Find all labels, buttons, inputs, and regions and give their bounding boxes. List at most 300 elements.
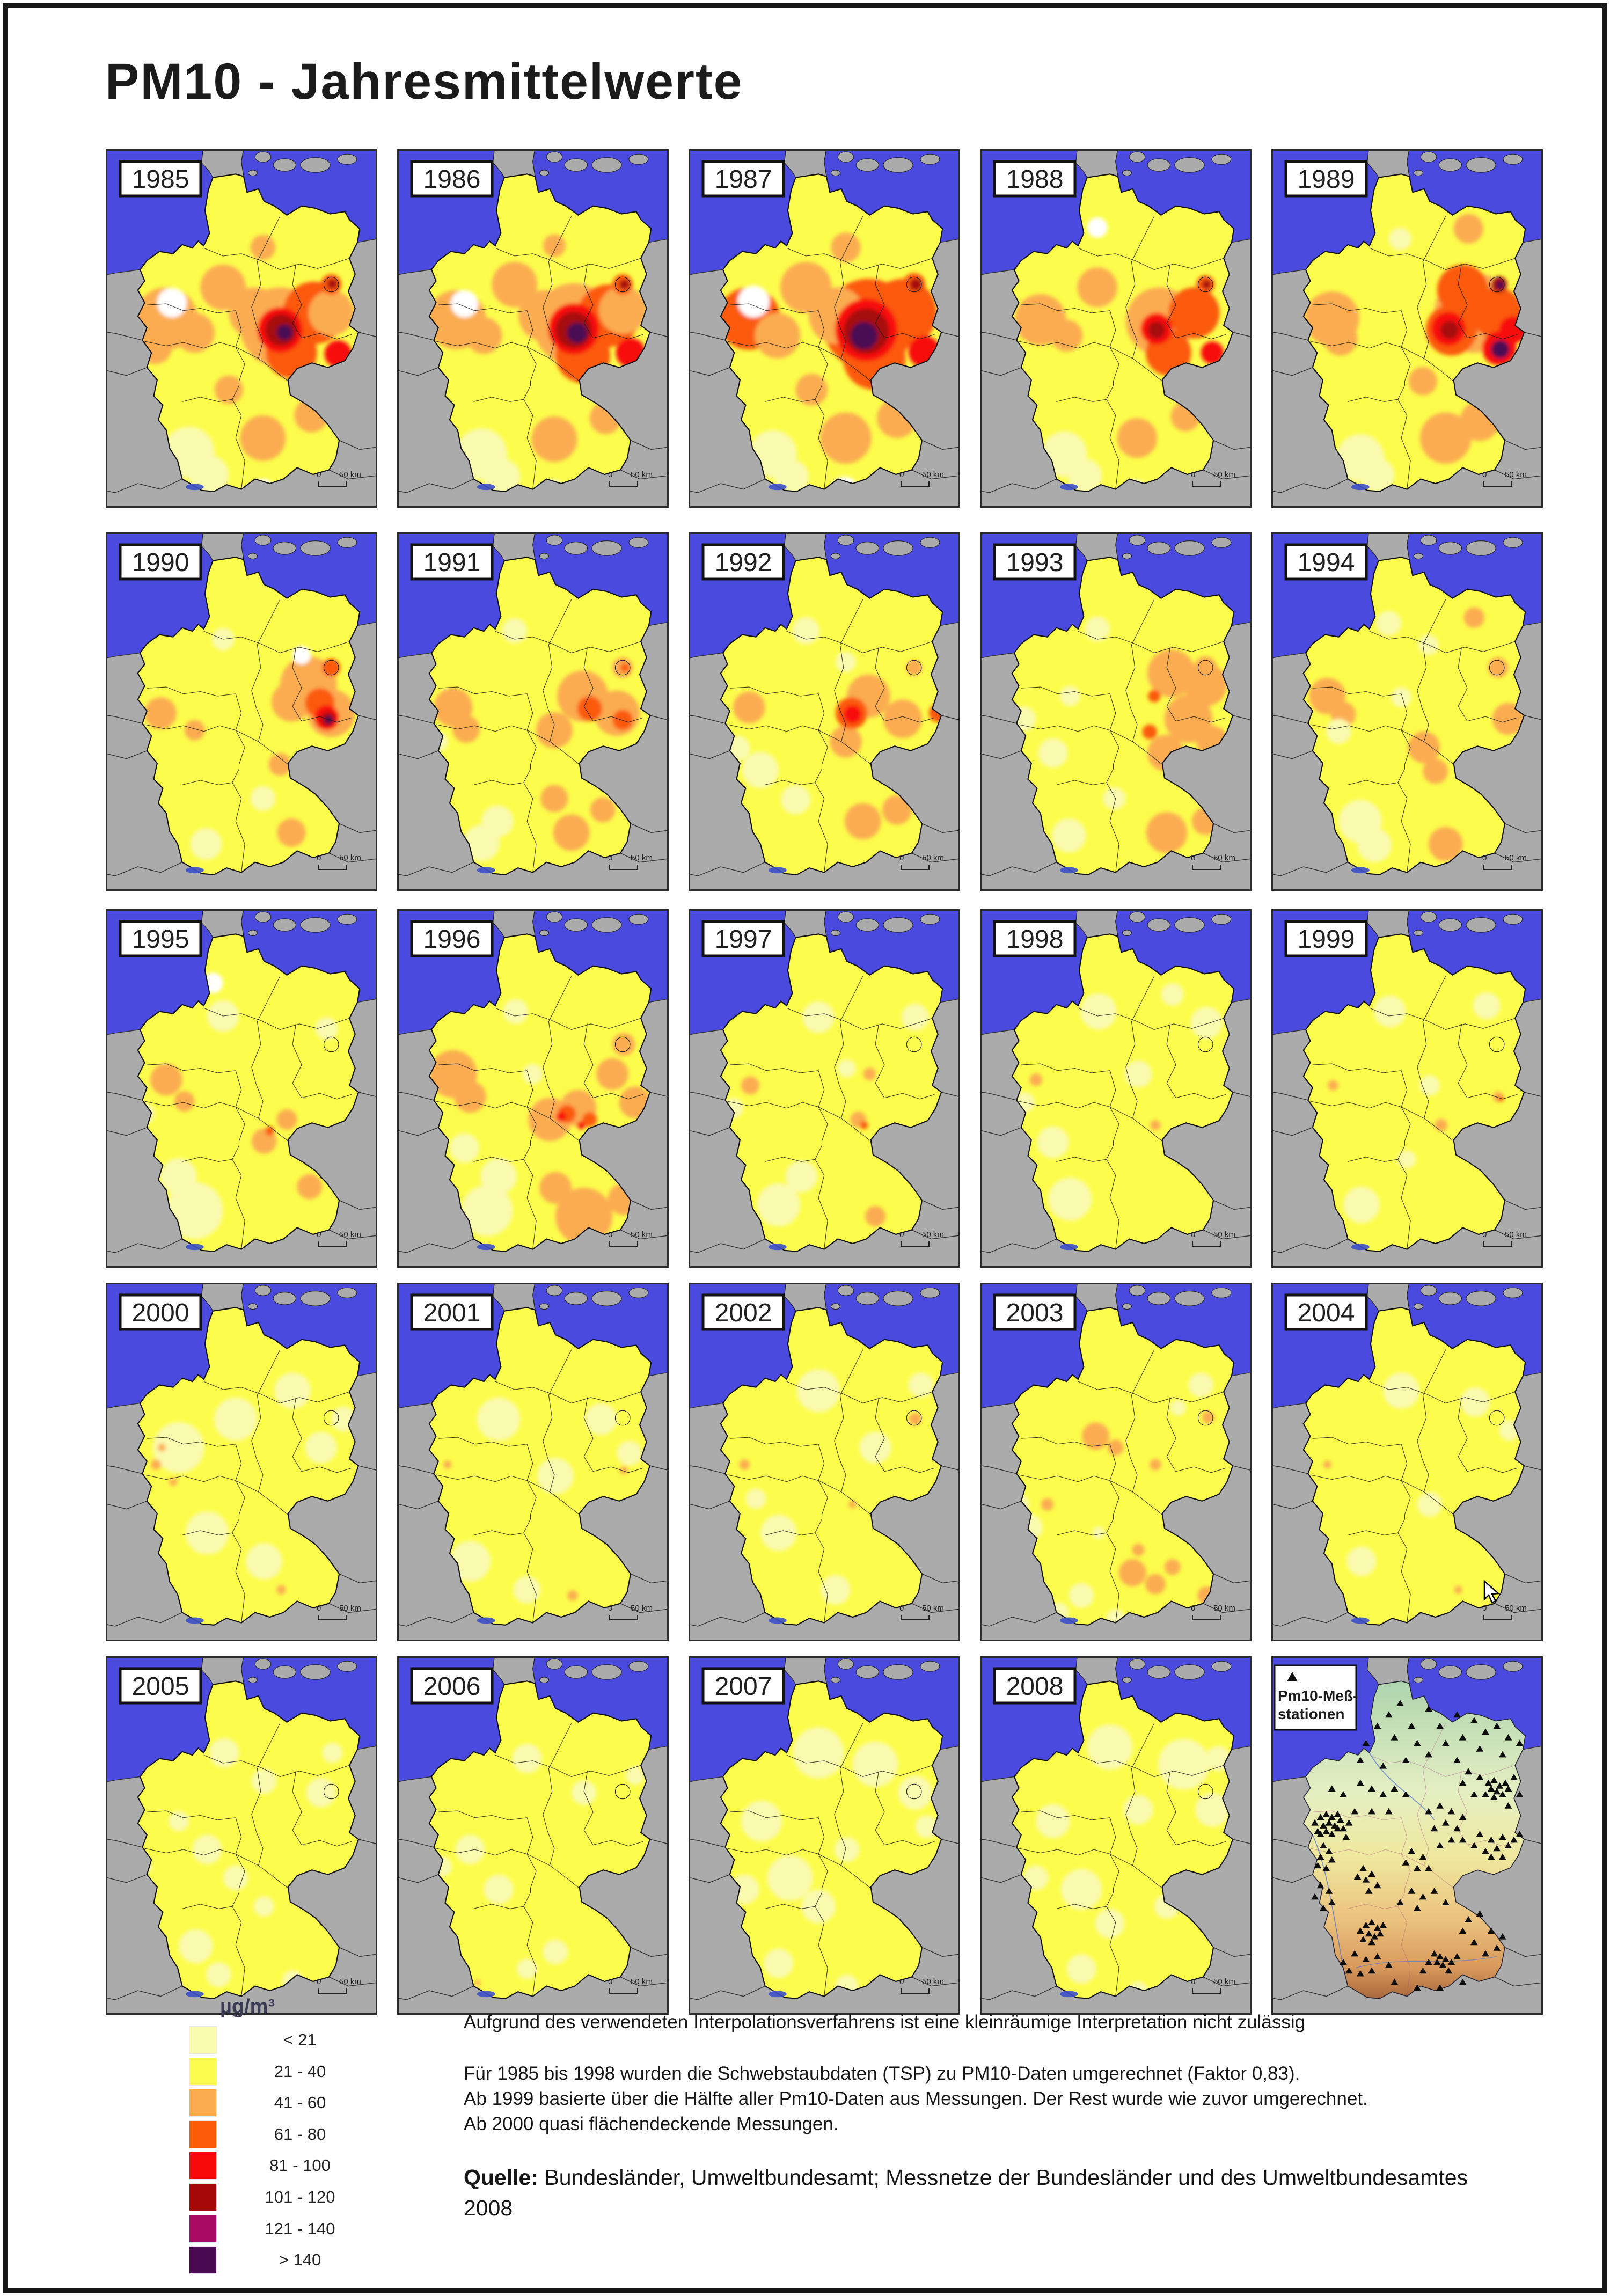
legend-label: < 21: [283, 2030, 317, 2049]
year-label: 2005: [131, 1672, 189, 1701]
lake-constance: [769, 1244, 787, 1251]
island: [1421, 1285, 1437, 1296]
legend-swatch: [189, 2089, 217, 2117]
lake-constance: [1351, 1244, 1370, 1251]
note-method-line: Für 1985 bis 1998 wurden die Schwebstaubdaten (TSP) zu PM10-Daten umgerechnet (Faktor 0,83).: [464, 2063, 1300, 2084]
island: [920, 914, 940, 924]
island: [255, 1285, 271, 1296]
mouse-cursor[interactable]: [1480, 1579, 1506, 1605]
svg-text:50 km: 50 km: [631, 1604, 653, 1613]
lake-constance: [477, 1618, 495, 1624]
svg-text:50 km: 50 km: [631, 853, 653, 862]
lake-constance: [769, 867, 787, 874]
svg-text:0: 0: [608, 470, 613, 479]
island: [255, 912, 271, 922]
svg-text:50 km: 50 km: [339, 1977, 361, 1986]
year-label-box: [120, 1669, 201, 1703]
island: [1421, 152, 1437, 162]
island: [539, 170, 548, 176]
island: [539, 553, 548, 559]
island: [1122, 170, 1131, 176]
island: [920, 1661, 940, 1671]
island: [1466, 158, 1496, 173]
legend-label: 41 - 60: [274, 2093, 326, 2112]
island: [301, 1291, 330, 1306]
island: [338, 154, 357, 164]
lake-constance: [1060, 1244, 1078, 1251]
island: [1129, 912, 1145, 922]
year-label-box: [120, 545, 201, 579]
island: [1466, 1665, 1496, 1680]
svg-text:50 km: 50 km: [339, 1230, 361, 1239]
svg-text:50 km: 50 km: [1505, 1230, 1527, 1239]
map-panel-1995: [106, 909, 377, 1268]
island: [1147, 919, 1170, 931]
lake-constance: [186, 867, 204, 874]
island: [1129, 1659, 1145, 1669]
year-label: 1994: [1297, 549, 1355, 577]
svg-text:50 km: 50 km: [339, 470, 361, 479]
island: [629, 1661, 648, 1671]
map-panel-2006: [397, 1656, 669, 2015]
island: [1503, 1661, 1523, 1671]
island: [1147, 1666, 1170, 1678]
island: [856, 919, 879, 931]
island: [592, 541, 621, 556]
map-panel-2002: [689, 1283, 960, 1641]
legend-swatch: [189, 2120, 217, 2148]
map-panel-2007: [689, 1656, 960, 2015]
island: [831, 930, 840, 936]
year-label-box: [703, 1295, 784, 1329]
year-label: 2000: [131, 1299, 189, 1327]
island: [338, 1288, 357, 1298]
island: [1129, 152, 1145, 162]
island: [546, 1659, 562, 1669]
svg-text:50 km: 50 km: [339, 853, 361, 862]
year-label-box: [703, 545, 784, 579]
year-label: 2003: [1006, 1299, 1064, 1327]
island: [1439, 1292, 1461, 1305]
island: [301, 158, 330, 173]
island: [856, 542, 879, 554]
svg-text:50 km: 50 km: [1213, 853, 1235, 862]
year-label: 1990: [131, 549, 189, 577]
svg-text:50 km: 50 km: [1213, 470, 1235, 479]
year-label: 1996: [423, 925, 481, 954]
year-label: 1993: [1006, 549, 1064, 577]
island: [1421, 1659, 1437, 1669]
map-panel-1998: [980, 909, 1252, 1268]
year-label: 1991: [423, 549, 481, 577]
source-text: Bundesländer, Umweltbundesamt; Messnetze der Bundesländer und des Umweltbundesamtes 2008: [464, 2165, 1468, 2220]
island: [1175, 158, 1204, 173]
island: [248, 1304, 257, 1310]
island: [1439, 159, 1461, 171]
island: [273, 159, 296, 171]
legend-swatch: [189, 2215, 217, 2243]
island: [1421, 535, 1437, 545]
island: [883, 1665, 913, 1680]
island: [255, 535, 271, 545]
island: [838, 152, 854, 162]
island: [1129, 535, 1145, 545]
svg-text:0: 0: [317, 853, 321, 862]
legend-unit-label: µg/m³: [220, 1995, 275, 2018]
island: [831, 1677, 840, 1683]
island: [592, 158, 621, 173]
island: [629, 1288, 648, 1298]
year-label: 2006: [423, 1672, 481, 1701]
svg-text:0: 0: [1482, 1604, 1487, 1613]
svg-text:0: 0: [1191, 1230, 1196, 1239]
stations-label-line1: Pm10-Meß-: [1278, 1687, 1358, 1704]
island: [301, 918, 330, 933]
island: [1503, 1288, 1523, 1298]
year-label-box: [412, 545, 492, 579]
lake-constance: [1060, 867, 1078, 874]
svg-text:50 km: 50 km: [922, 1230, 944, 1239]
map-panel-1989: [1271, 149, 1543, 508]
year-label-box: [994, 1669, 1075, 1703]
year-label: 1998: [1006, 925, 1064, 954]
svg-text:50 km: 50 km: [631, 1977, 653, 1986]
svg-text:50 km: 50 km: [922, 470, 944, 479]
year-label-box: [120, 1295, 201, 1329]
island: [1439, 542, 1461, 554]
lake-constance: [1351, 867, 1370, 874]
island: [1122, 1677, 1131, 1683]
year-label-box: [703, 1669, 784, 1703]
island: [883, 541, 913, 556]
island: [273, 1666, 296, 1678]
legend-swatch: [189, 2183, 217, 2211]
source-line: [464, 2162, 1516, 2224]
island: [838, 1659, 854, 1669]
map-panel-1999: [1271, 909, 1543, 1268]
island: [1503, 537, 1523, 547]
source-label: Quelle:: [464, 2165, 538, 2190]
island: [1439, 919, 1461, 931]
year-label: 2002: [714, 1299, 772, 1327]
legend: [189, 1997, 414, 2286]
svg-text:0: 0: [899, 1977, 904, 1986]
svg-text:0: 0: [1191, 1604, 1196, 1613]
year-label-box: [120, 922, 201, 956]
year-label-box: [994, 545, 1075, 579]
island: [273, 919, 296, 931]
lake-constance: [769, 1618, 787, 1624]
lake-constance: [1351, 1618, 1370, 1624]
island: [920, 154, 940, 164]
island: [1122, 930, 1131, 936]
island: [1414, 553, 1423, 559]
island: [1175, 1665, 1204, 1680]
svg-text:50 km: 50 km: [339, 1604, 361, 1613]
lake-constance: [769, 484, 787, 491]
lake-constance: [1060, 1618, 1078, 1624]
svg-text:50 km: 50 km: [922, 853, 944, 862]
map-panel-2008: [980, 1656, 1252, 2015]
map-panel-1988: [980, 149, 1252, 508]
legend-swatch: [189, 2152, 217, 2180]
svg-text:0: 0: [899, 853, 904, 862]
year-label-box: [412, 162, 492, 196]
year-label: 1992: [714, 549, 772, 577]
stations-legend-box: [1275, 1665, 1358, 1730]
legend-label: 21 - 40: [274, 2061, 326, 2081]
island: [856, 1292, 879, 1305]
svg-text:0: 0: [317, 1977, 321, 1986]
svg-text:0: 0: [899, 470, 904, 479]
island: [255, 152, 271, 162]
legend-label: 61 - 80: [274, 2124, 326, 2144]
map-panel-1994: [1271, 532, 1543, 891]
year-label-box: [1286, 545, 1366, 579]
svg-text:50 km: 50 km: [1505, 853, 1527, 862]
legend-label: 101 - 120: [265, 2188, 335, 2206]
note-method: [464, 2061, 1569, 2137]
svg-text:0: 0: [1191, 1977, 1196, 1986]
svg-text:0: 0: [608, 1230, 613, 1239]
island: [1147, 159, 1170, 171]
svg-text:0: 0: [1191, 470, 1196, 479]
island: [592, 1665, 621, 1680]
year-label-box: [994, 162, 1075, 196]
year-label-box: [412, 1295, 492, 1329]
island: [883, 1291, 913, 1306]
island: [1122, 553, 1131, 559]
legend-label: > 140: [279, 2250, 321, 2270]
island: [838, 912, 854, 922]
island: [1212, 537, 1231, 547]
island: [1147, 1292, 1170, 1305]
island: [539, 1304, 548, 1310]
year-label: 2007: [714, 1672, 772, 1701]
island: [301, 541, 330, 556]
map-panel-stations: [1271, 1656, 1543, 2015]
island: [546, 152, 562, 162]
year-label: 1988: [1006, 165, 1064, 194]
map-panel-1996: [397, 909, 669, 1268]
year-label-box: [120, 162, 201, 196]
island: [273, 1292, 296, 1305]
island: [831, 170, 840, 176]
island: [565, 1666, 587, 1678]
island: [248, 1677, 257, 1683]
island: [856, 1666, 879, 1678]
map-panel-1985: [106, 149, 377, 508]
year-label: 1995: [131, 925, 189, 954]
island: [629, 154, 648, 164]
map-panel-1992: [689, 532, 960, 891]
svg-text:0: 0: [317, 1230, 321, 1239]
island: [1212, 1288, 1231, 1298]
year-label-box: [1286, 162, 1366, 196]
legend-swatch: [189, 2246, 217, 2274]
svg-text:50 km: 50 km: [631, 470, 653, 479]
island: [920, 537, 940, 547]
svg-text:50 km: 50 km: [922, 1604, 944, 1613]
island: [565, 542, 587, 554]
year-label: 1999: [1297, 925, 1355, 954]
map-panel-1990: [106, 532, 377, 891]
lake-constance: [1060, 1991, 1078, 1998]
island: [546, 535, 562, 545]
island: [338, 537, 357, 547]
map-panel-2001: [397, 1283, 669, 1641]
island: [565, 1292, 587, 1305]
legend-swatch: [189, 2026, 217, 2054]
svg-text:0: 0: [899, 1604, 904, 1613]
island: [838, 1285, 854, 1296]
map-panel-1986: [397, 149, 669, 508]
lake-constance: [477, 867, 495, 874]
lake-constance: [1060, 484, 1078, 491]
island: [255, 1659, 271, 1669]
map-panel-2005: [106, 1656, 377, 2015]
year-label: 2004: [1297, 1299, 1355, 1327]
lake-constance: [186, 1244, 204, 1251]
island: [1414, 1304, 1423, 1310]
stations-label-line2: stationen: [1278, 1706, 1345, 1722]
svg-text:50 km: 50 km: [1213, 1230, 1235, 1239]
island: [1503, 154, 1523, 164]
svg-text:50 km: 50 km: [631, 1230, 653, 1239]
year-label-box: [1286, 922, 1366, 956]
note-method-line: Ab 2000 quasi flächendeckende Messungen.: [464, 2114, 839, 2134]
lake-constance: [477, 1991, 495, 1998]
island: [248, 170, 257, 176]
legend-label: 81 - 100: [269, 2156, 331, 2175]
island: [248, 553, 257, 559]
island: [1466, 1291, 1496, 1306]
island: [831, 1304, 840, 1310]
svg-text:50 km: 50 km: [1213, 1604, 1235, 1613]
island: [1414, 930, 1423, 936]
island: [1175, 918, 1204, 933]
year-label-box: [412, 922, 492, 956]
svg-text:0: 0: [1482, 853, 1487, 862]
svg-text:0: 0: [608, 1604, 613, 1613]
year-label-box: [994, 922, 1075, 956]
svg-text:0: 0: [899, 1230, 904, 1239]
svg-text:0: 0: [1191, 853, 1196, 862]
year-label-box: [412, 1669, 492, 1703]
notes-block: [464, 2012, 1569, 2246]
island: [539, 1677, 548, 1683]
island: [546, 1285, 562, 1296]
island: [1212, 1661, 1231, 1671]
legend-label: 121 - 140: [265, 2219, 335, 2238]
year-label: 1985: [131, 165, 189, 194]
svg-text:0: 0: [1482, 470, 1487, 479]
island: [248, 930, 257, 936]
island: [629, 537, 648, 547]
island: [629, 914, 648, 924]
page-title: PM10 - Jahresmittelwerte: [105, 53, 743, 110]
svg-text:0: 0: [608, 853, 613, 862]
year-label-box: [994, 1295, 1075, 1329]
legend-swatch: [189, 2058, 217, 2086]
svg-text:50 km: 50 km: [922, 1977, 944, 1986]
island: [1414, 1677, 1423, 1683]
year-label-box: [703, 162, 784, 196]
island: [1421, 912, 1437, 922]
island: [883, 158, 913, 173]
lake-constance: [477, 484, 495, 491]
island: [592, 1291, 621, 1306]
year-label-box: [1286, 1295, 1366, 1329]
island: [1122, 1304, 1131, 1310]
year-label: 1987: [714, 165, 772, 194]
island: [273, 542, 296, 554]
year-label: 1997: [714, 925, 772, 954]
island: [1129, 1285, 1145, 1296]
note-interpolation: Aufgrund des verwendeten Interpolationsverfahrens ist eine kleinräumige Interpretation nicht zulässig: [464, 2012, 1306, 2032]
island: [883, 918, 913, 933]
svg-text:0: 0: [317, 470, 321, 479]
island: [1414, 170, 1423, 176]
lake-constance: [186, 1618, 204, 1624]
map-panel-1997: [689, 909, 960, 1268]
note-method-line: Ab 1999 basierte über die Hälfte aller Pm10-Daten aus Messungen. Der Rest wurde wie zuvor umgerechnet.: [464, 2088, 1368, 2109]
island: [565, 919, 587, 931]
svg-text:0: 0: [608, 1977, 613, 1986]
island: [838, 535, 854, 545]
island: [1466, 918, 1496, 933]
lake-constance: [769, 1991, 787, 1998]
island: [546, 912, 562, 922]
island: [856, 159, 879, 171]
year-label: 2008: [1006, 1672, 1064, 1701]
lake-constance: [1351, 484, 1370, 491]
year-label-box: [703, 922, 784, 956]
island: [831, 553, 840, 559]
map-panel-2003: [980, 1283, 1252, 1641]
island: [1466, 541, 1496, 556]
lake-constance: [186, 484, 204, 491]
island: [1147, 542, 1170, 554]
island: [920, 1288, 940, 1298]
svg-text:50 km: 50 km: [1213, 1977, 1235, 1986]
map-panel-1987: [689, 149, 960, 508]
island: [301, 1665, 330, 1680]
island: [1439, 1666, 1461, 1678]
svg-text:50 km: 50 km: [1505, 1604, 1527, 1613]
island: [338, 914, 357, 924]
island: [338, 1661, 357, 1671]
island: [1175, 541, 1204, 556]
island: [1503, 914, 1523, 924]
island: [592, 918, 621, 933]
island: [1212, 154, 1231, 164]
svg-text:0: 0: [317, 1604, 321, 1613]
year-label: 2001: [423, 1299, 481, 1327]
map-panel-1991: [397, 532, 669, 891]
island: [1212, 914, 1231, 924]
island: [539, 930, 548, 936]
svg-text:50 km: 50 km: [1505, 470, 1527, 479]
island: [565, 159, 587, 171]
year-label: 1989: [1297, 165, 1355, 194]
map-panel-2000: [106, 1283, 377, 1641]
year-label: 1986: [423, 165, 481, 194]
island: [1175, 1291, 1204, 1306]
svg-text:0: 0: [1482, 1230, 1487, 1239]
lake-constance: [477, 1244, 495, 1251]
map-panel-1993: [980, 532, 1252, 891]
